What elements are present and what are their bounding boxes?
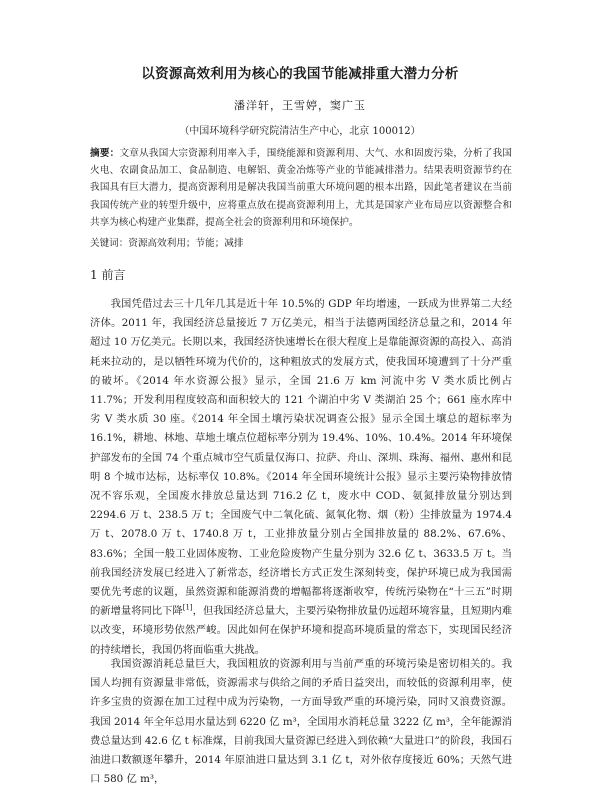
abstract-text: 文章从我国大宗资源利用率入手，围绕能源和资源利用、大气、水和固废污染，分析了我国火电、农副食品加工、食品制造、电解铝、黄金冶炼等产业的节能减排潜力。结果表明资源节约在我国具有巨大潜力，提高资源利用是解决我国当前重大环境问题的根本出路，因此笔者建议在当前我国传统产业的转型升级中，应将重点放在提高资源利用上，尤其是国家产业布局应以资源整合和共享为核心构建产业集群，提高全社会的资源利用和环境保护。 [90,148,513,228]
body-paragraph-2 [90,655,512,789]
abstract-label: 摘要： [90,148,120,159]
paragraph-2-text: 我国资源消耗总量巨大，我国粗放的资源利用与当前严重的环境污染是密切相关的。我国人均拥有资源量非常低，资源需求与供给之间的矛盾日益突出，而较低的资源利用率，使许多宝贵的资源在加工过程中成为污染物，一方面导致严重的环境污染，同时又浪费资源。我国 2014 年全年总用水量达到 6220 亿 m³，全国用水消耗总量 3222 亿 m³，全年能源消费总量达到 42.6 亿 t 标准煤，目前我国大量资源已经进入到依赖“大量进口”的阶段，我国石油进口数额逐年攀升，2014 年原油进口量达到 3.1 亿 t，对外依存度接近 60%；天然气进口 580 亿 m³， [90,658,512,786]
keywords [90,235,510,249]
keywords-label: 关键词： [90,238,129,249]
paragraph-1-text: 我国凭借过去三十几年几其是近十年 10.5%的 GDP 年均增速，一跃成为世界第二大经济体。2011 年，我国经济总量接近 7 万亿美元，相当于法德两国经济总量之和，2014 年超过 10 万亿美元。长期以来，我国经济快速增长在很大程度上是靠能源资源的高投入、高消耗来拉动的，是以牺牲环境为代价的，这种粗放式的发展方式，使我国环境遭到了十分严重的破坏。《2014 年水资源公报》显示，全国 21.6 万 km 河流中劣 V 类水质比例占 11.7%；开发利用程度较高和面积较大的 121 个湖泊中劣 V 类湖泊 25 个；661 座水库中劣 V 类水质 30 座。《2014 年全国土壤污染状况调查公报》显示全国土壤总的超标率为 16.1%，耕地、林地、草地土壤点位超标率分别为 19.4%、10%、10.4%。2014 年环境保护部发布的全国 74 个重点城市空气质量仅海口、拉萨、舟山、深圳、珠海、福州、惠州和昆明 8 个城市达标，达标率仅 10.8%。《2014 年全国环境统计公报》显示主要污染物排放情况不容乐观，全国废水排放总量达到 716.2 亿 t，废水中 COD、氨氮排放量分别达到 2294.6 万 t、238.5 万 t；全国废气中二氧化硫、氮氧化物、烟（粉）尘排放量为 1974.4 万 t、2078.0 万 t、1740.8 万 t，工业排放量分别占全国排放量的 88.2%、67.6%、83.6%；全国一般工业固体废物、工业危险废物产生量分别为 32.6 亿 t、3633.5 万 t。当前我国经济发展已经进入了新常态，经济增长方式正发生深刻转变，保护环境已成为我国需要优先考虑的议题，虽然资源和能源消费的增幅都将逐渐收窄，传统污染物在“十三五”时期的新增量将同比下降 [90,298,512,618]
section-heading: 1 前言 [90,268,126,282]
paper-authors: 潘洋轩，王雪婷，窦广玉 [234,99,366,112]
abstract [90,145,512,231]
body-paragraph-1 [90,295,512,660]
keywords-text: 资源高效利用；节能；减排 [128,238,244,249]
citation-ref: [1] [182,603,193,612]
paragraph-1-tail: ，但我国经济总量大，主要污染物排放量仍远超环境容量，且短期内难以改变，环境形势依然严峻。因此如何在保护环境和提高环境质量的常态下，实现国民经济的持续增长，我国仍将面临重大挑战。 [90,605,512,656]
paper-affiliation: （中国环境科学研究院清洁生产中心，北京 100012） [179,126,421,137]
paper-title: 以资源高效利用为核心的我国节能减排重大潜力分析 [141,66,459,82]
